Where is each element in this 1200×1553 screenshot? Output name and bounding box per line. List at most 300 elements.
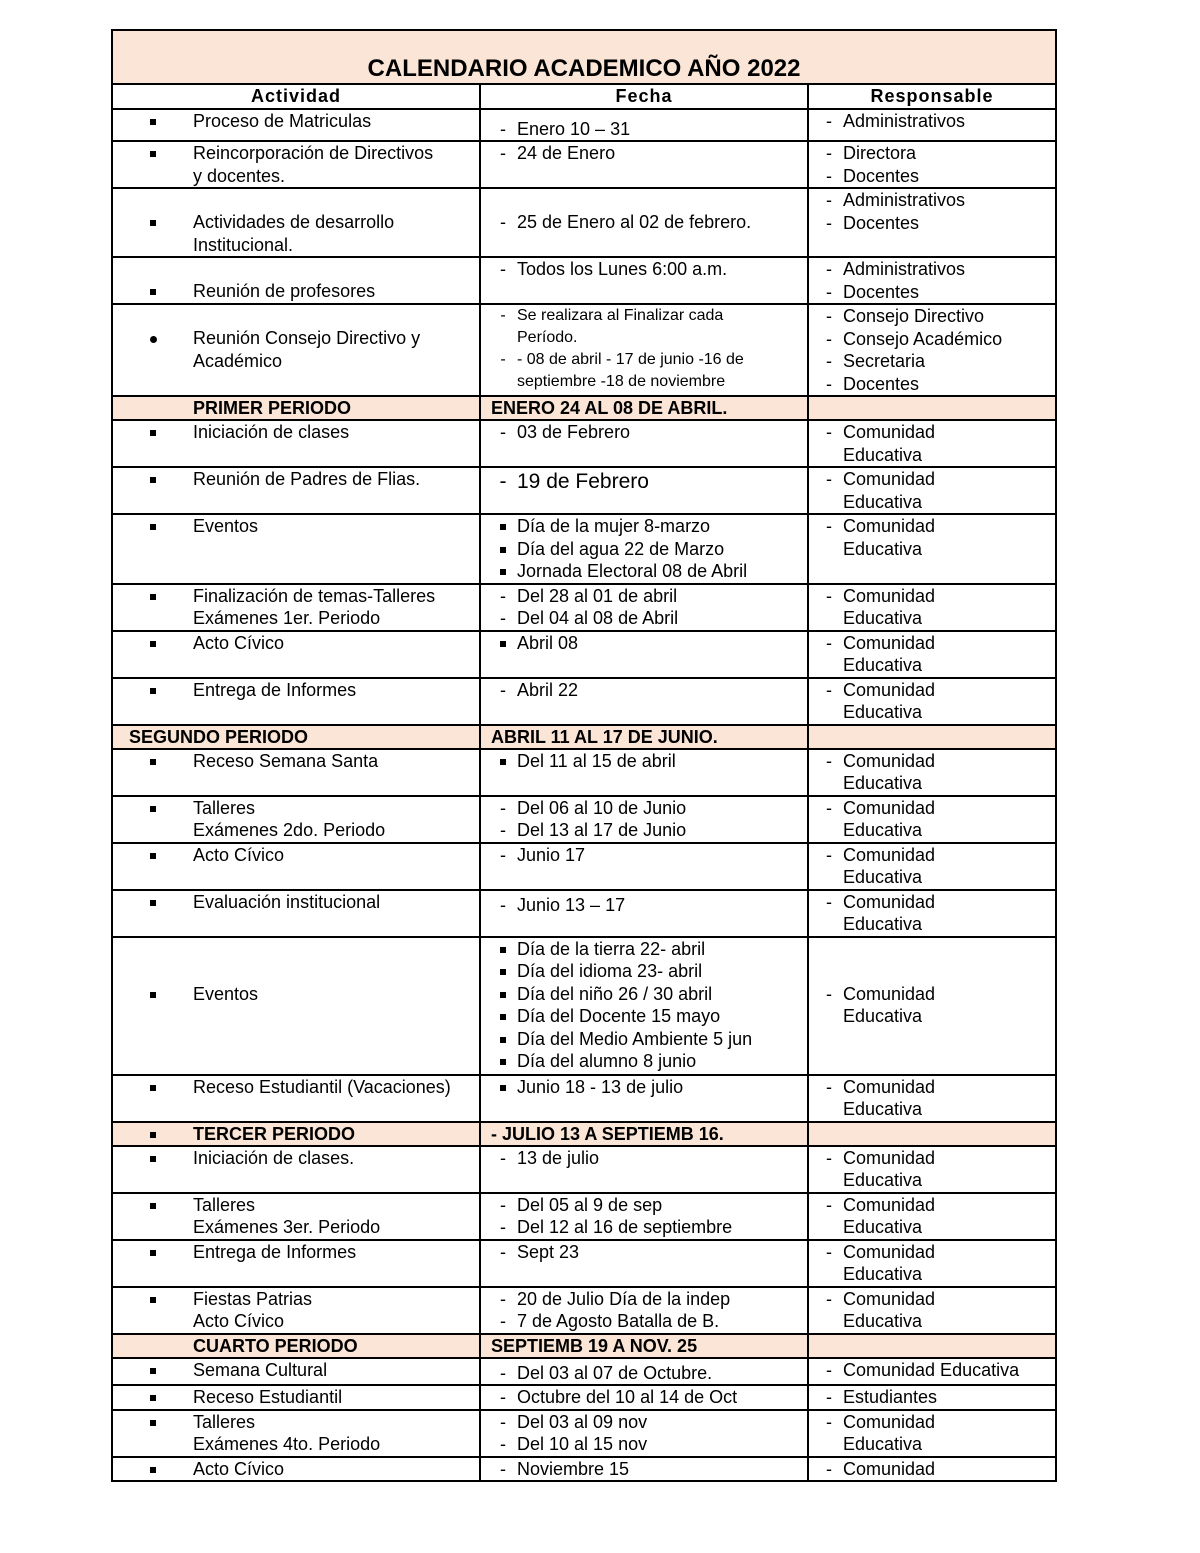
cell-line — [815, 328, 1055, 351]
cell-line — [815, 632, 1055, 655]
date-cell — [480, 257, 808, 304]
responsible-cell — [808, 890, 1056, 937]
bullet-marker — [489, 1005, 517, 1028]
cell-line — [489, 607, 807, 630]
cell-line — [815, 165, 1055, 188]
cell-line — [489, 1362, 807, 1385]
cell-text: Exámenes 2do. Periodo — [193, 820, 386, 840]
activity-row — [112, 937, 1056, 1075]
cell-line — [489, 938, 807, 961]
marker-spacer — [815, 1263, 843, 1286]
dash-marker: - — [826, 281, 832, 302]
cell-line — [113, 280, 479, 303]
cell-text: Estudiantes — [843, 1387, 938, 1407]
date-cell — [480, 843, 808, 890]
dash-marker: - — [826, 422, 832, 442]
cell-line — [815, 1288, 1055, 1311]
activity-cell — [112, 1193, 480, 1240]
cell-text: Reunión de profesores — [193, 281, 376, 301]
responsible-cell — [808, 1075, 1056, 1122]
period-range-cell — [480, 725, 808, 749]
dash-marker: - — [500, 1311, 506, 1331]
activity-row — [112, 1146, 1056, 1193]
cell-line — [815, 515, 1055, 538]
bullet-square-icon — [150, 524, 156, 530]
dash-marker: - — [826, 469, 832, 489]
date-cell — [480, 937, 808, 1075]
cell-line — [815, 1263, 1055, 1286]
cell-text: Del 06 al 10 de Junio — [517, 797, 687, 818]
cell-line — [489, 819, 807, 842]
bullet-marker — [113, 1147, 193, 1170]
activity-row — [112, 796, 1056, 843]
cell-line — [815, 421, 1055, 444]
bullet-square-icon — [150, 1156, 156, 1162]
cell-text: Comunidad — [843, 632, 936, 653]
cell-text: Educativa — [843, 444, 923, 465]
activity-cell — [112, 1358, 480, 1386]
bullet-marker — [113, 142, 193, 165]
bullet-square-icon — [150, 1085, 156, 1091]
dash-marker: - — [826, 585, 832, 606]
period-empty-cell — [808, 1122, 1056, 1146]
dash-marker: - — [826, 351, 832, 371]
activity-cell — [112, 257, 480, 304]
cell-text: Educativa — [843, 1217, 923, 1237]
cell-text: Del 11 al 15 de abril — [517, 750, 676, 771]
cell-line — [489, 305, 807, 327]
marker-spacer — [815, 819, 843, 842]
cell-text: Académico — [193, 350, 283, 371]
activity-cell — [112, 188, 480, 257]
cell-text: Reunión de Padres de Flias. — [193, 469, 421, 489]
bullet-marker — [489, 1050, 517, 1073]
dash-marker: - — [500, 143, 506, 163]
period-range-cell — [480, 1122, 808, 1146]
activity-row — [112, 631, 1056, 678]
dash-marker: - — [826, 1147, 832, 1168]
responsible-cell — [808, 843, 1056, 890]
academic-calendar-document — [111, 29, 1055, 1482]
marker-spacer — [113, 819, 193, 842]
date-cell — [480, 1287, 808, 1334]
bullet-square-icon — [150, 688, 156, 694]
cell-text: Docentes — [843, 281, 920, 302]
cell-text: Octubre del 10 al 14 de Oct — [517, 1387, 738, 1407]
cell-text: Semana Cultural — [193, 1359, 328, 1380]
bullet-square-icon — [500, 547, 506, 553]
dash-marker: - — [499, 470, 507, 493]
cell-text: Comunidad — [843, 679, 936, 700]
marker-spacer — [815, 1098, 843, 1121]
cell-line — [815, 1005, 1055, 1028]
bullet-marker — [489, 1028, 517, 1051]
cell-line — [815, 797, 1055, 820]
cell-text: Finalización de temas-Talleres — [193, 585, 436, 606]
marker-spacer — [113, 1216, 193, 1239]
cell-line — [815, 538, 1055, 561]
activity-row — [112, 1410, 1056, 1457]
dash-marker: - — [826, 1241, 832, 1262]
cell-line — [489, 1433, 807, 1456]
cell-line — [489, 1076, 807, 1099]
cell-line — [113, 211, 479, 234]
cell-line — [489, 1216, 807, 1239]
bullet-dot-icon — [150, 336, 157, 343]
cell-line — [113, 1216, 479, 1239]
cell-line — [489, 327, 807, 349]
activity-row — [112, 514, 1056, 584]
activity-cell — [112, 1410, 480, 1457]
dash-marker: - — [500, 1411, 506, 1432]
cell-line — [113, 1147, 479, 1170]
cell-line — [113, 844, 479, 867]
cell-text: septiembre -18 de noviembre — [517, 373, 726, 390]
marker-spacer — [815, 491, 843, 514]
bullet-marker — [113, 1241, 193, 1264]
activity-row — [112, 141, 1056, 188]
date-cell — [480, 304, 808, 396]
cell-line — [113, 327, 479, 350]
date-cell — [480, 420, 808, 467]
cell-text: - 08 de abril - 17 de junio -16 de — [517, 351, 744, 368]
dash-marker: - — [826, 1288, 832, 1309]
cell-line — [815, 444, 1055, 467]
date-cell — [480, 631, 808, 678]
cell-line — [815, 1076, 1055, 1099]
cell-text: Talleres — [193, 1194, 256, 1215]
cell-line — [489, 1050, 807, 1073]
period-name: TERCER PERIODO — [193, 1123, 356, 1144]
bullet-marker — [113, 1359, 193, 1382]
cell-text: Abril 22 — [517, 679, 579, 700]
cell-line — [815, 1310, 1055, 1333]
activity-row — [112, 1287, 1056, 1334]
header-row — [112, 84, 1056, 109]
responsible-cell — [808, 678, 1056, 725]
bullet-marker — [489, 750, 517, 773]
bullet-square-icon — [150, 220, 156, 226]
cell-line — [489, 142, 807, 165]
dash-marker: - — [500, 1217, 506, 1237]
responsible-cell — [808, 1385, 1056, 1410]
cell-text: Día del alumno 8 junio — [517, 1051, 697, 1071]
dash-marker: - — [826, 750, 832, 771]
bullet-square-icon — [150, 900, 156, 906]
cell-line — [815, 654, 1055, 677]
bullet-square-icon — [150, 1368, 156, 1374]
cell-text: Educativa — [843, 1311, 923, 1331]
cell-text: Educativa — [843, 914, 923, 934]
dash-marker: - — [826, 1359, 832, 1380]
cell-text: Consejo Directivo — [843, 306, 985, 326]
date-cell — [480, 1146, 808, 1193]
cell-line — [489, 983, 807, 1006]
cell-line — [113, 797, 479, 820]
marker-spacer — [815, 538, 843, 561]
cell-text: Junio 18 - 13 de julio — [517, 1076, 684, 1097]
marker-spacer — [815, 1433, 843, 1456]
bullet-square-icon — [500, 969, 506, 975]
cell-text: Comunidad — [843, 891, 936, 912]
bullet-marker — [113, 1288, 193, 1311]
activity-row — [112, 1193, 1056, 1240]
dash-marker: - — [826, 797, 832, 818]
cell-line — [113, 234, 479, 257]
bullet-square-icon — [500, 641, 506, 647]
dash-marker: - — [500, 259, 506, 279]
cell-text: Entrega de Informes — [193, 1241, 357, 1262]
activity-cell — [112, 1385, 480, 1410]
cell-line — [815, 607, 1055, 630]
cell-text: Del 03 al 07 de Octubre. — [517, 1362, 713, 1383]
cell-line — [113, 1386, 479, 1409]
date-cell — [480, 514, 808, 584]
cell-text: Día del agua 22 de Marzo — [517, 538, 725, 559]
cell-line — [815, 891, 1055, 914]
dash-marker: - — [826, 632, 832, 653]
cell-text: Del 12 al 16 de septiembre — [517, 1217, 733, 1237]
cell-text: Educativa — [843, 867, 923, 887]
bullet-marker — [489, 560, 517, 583]
responsible-cell — [808, 1287, 1056, 1334]
cell-text: Comunidad — [843, 1241, 936, 1262]
cell-line — [489, 1458, 807, 1481]
date-cell — [480, 1385, 808, 1410]
cell-text: Receso Semana Santa — [193, 750, 379, 771]
responsible-cell — [808, 304, 1056, 396]
cell-line — [815, 1433, 1055, 1456]
responsible-cell — [808, 141, 1056, 188]
cell-line — [113, 1433, 479, 1456]
marker-spacer — [113, 1335, 193, 1357]
cell-text: Educativa — [843, 1099, 923, 1119]
date-cell — [480, 467, 808, 514]
cell-text: Talleres — [193, 797, 256, 818]
cell-line — [113, 468, 479, 491]
responsible-cell — [808, 467, 1056, 514]
activity-cell — [112, 1075, 480, 1122]
cell-line — [815, 844, 1055, 867]
marker-spacer — [815, 701, 843, 724]
activity-row — [112, 420, 1056, 467]
bullet-marker — [113, 421, 193, 444]
dash-marker: - — [500, 351, 506, 368]
cell-line — [815, 373, 1055, 396]
cell-text: Entrega de Informes — [193, 679, 357, 700]
cell-line — [815, 1411, 1055, 1434]
cell-text: Comunidad — [843, 1411, 936, 1432]
cell-line — [113, 632, 479, 655]
cell-text: Acto Cívico — [193, 632, 285, 653]
date-cell — [480, 584, 808, 631]
dash-marker: - — [826, 1458, 832, 1479]
bullet-marker — [113, 797, 193, 820]
cell-line — [489, 349, 807, 371]
cell-line — [113, 983, 479, 1006]
bullet-marker — [113, 1411, 193, 1434]
cell-text: Talleres — [193, 1411, 256, 1432]
date-cell — [480, 1193, 808, 1240]
activity-row — [112, 1075, 1056, 1122]
dash-marker: - — [500, 1387, 506, 1407]
bullet-square-icon — [150, 289, 156, 295]
activity-row — [112, 1385, 1056, 1410]
marker-spacer — [113, 1433, 193, 1456]
dash-marker: - — [826, 212, 832, 233]
column-header-fecha: Fecha — [480, 84, 808, 109]
cell-line — [489, 371, 807, 393]
cell-text: Iniciación de clases. — [193, 1147, 355, 1168]
cell-line — [489, 632, 807, 655]
activity-row — [112, 1358, 1056, 1386]
bullet-square-icon — [150, 430, 156, 436]
bullet-marker — [489, 960, 517, 983]
marker-spacer — [815, 1310, 843, 1333]
bullet-marker — [489, 632, 517, 655]
period-section-row — [112, 396, 1056, 420]
dash-marker: - — [826, 891, 832, 912]
cell-line — [113, 1194, 479, 1217]
cell-line — [815, 1241, 1055, 1264]
marker-spacer — [113, 726, 129, 748]
cell-text: Educativa — [843, 491, 923, 512]
cell-text: Comunidad — [843, 1194, 936, 1215]
marker-spacer — [113, 397, 193, 419]
dash-marker: - — [826, 328, 832, 349]
cell-line — [815, 1386, 1055, 1409]
cell-text: Docentes — [843, 212, 920, 233]
bullet-marker — [489, 1076, 517, 1099]
dash-marker: - — [826, 306, 832, 326]
dash-marker: - — [826, 190, 832, 210]
activity-row — [112, 109, 1056, 142]
cell-text: Acto Cívico — [193, 1311, 285, 1331]
bullet-marker — [113, 679, 193, 702]
cell-text: Educativa — [843, 1170, 923, 1190]
cell-line — [815, 142, 1055, 165]
cell-text: Educativa — [843, 702, 923, 722]
cell-line — [489, 1028, 807, 1051]
marker-spacer — [815, 444, 843, 467]
activity-cell — [112, 514, 480, 584]
dash-marker: - — [826, 165, 832, 186]
cell-line — [815, 1169, 1055, 1192]
cell-line — [489, 894, 807, 917]
cell-line — [815, 913, 1055, 936]
cell-text: Comunidad — [843, 1076, 936, 1097]
cell-line — [489, 211, 807, 234]
cell-line — [489, 960, 807, 983]
cell-text: Docentes — [843, 373, 920, 394]
date-cell — [480, 1075, 808, 1122]
responsible-cell — [808, 796, 1056, 843]
marker-spacer — [815, 1005, 843, 1028]
activity-row — [112, 584, 1056, 631]
bullet-marker — [113, 468, 193, 491]
cell-line — [815, 1194, 1055, 1217]
cell-text: Actividades de desarrollo — [193, 212, 395, 232]
cell-line — [489, 468, 807, 496]
responsible-cell — [808, 1240, 1056, 1287]
activity-cell — [112, 843, 480, 890]
period-range: ABRIL 11 AL 17 DE JUNIO. — [491, 726, 718, 747]
activity-row — [112, 188, 1056, 257]
bullet-square-icon — [150, 1250, 156, 1256]
cell-text: Educativa — [843, 1006, 923, 1026]
dash-marker: - — [500, 1434, 506, 1454]
cell-text: Comunidad — [843, 1458, 936, 1479]
bullet-marker — [489, 538, 517, 561]
dash-marker: - — [500, 212, 506, 232]
date-cell — [480, 890, 808, 937]
activity-row — [112, 843, 1056, 890]
cell-text: Comunidad — [843, 844, 936, 865]
cell-line — [815, 491, 1055, 514]
cell-text: Junio 17 — [517, 844, 586, 865]
bullet-marker — [113, 1458, 193, 1481]
cell-text: Educativa — [843, 820, 923, 840]
cell-text: Día de la mujer 8-marzo — [517, 516, 711, 536]
marker-spacer — [113, 350, 193, 373]
cell-text: Educativa — [843, 538, 923, 559]
cell-line — [489, 750, 807, 773]
cell-text: Educativa — [843, 773, 923, 793]
cell-line — [489, 1241, 807, 1264]
cell-text: Comunidad — [843, 422, 936, 442]
date-cell — [480, 1410, 808, 1457]
cell-text: Receso Estudiantil (Vacaciones) — [193, 1076, 451, 1097]
cell-line — [489, 1194, 807, 1217]
cell-line — [489, 797, 807, 820]
activity-cell — [112, 631, 480, 678]
cell-line — [815, 1216, 1055, 1239]
bullet-square-icon — [500, 947, 506, 953]
cell-text: Educativa — [843, 608, 923, 628]
cell-line — [815, 1458, 1055, 1481]
cell-text: Comunidad Educativa — [843, 1359, 1020, 1380]
bullet-marker — [489, 983, 517, 1006]
cell-line — [113, 1076, 479, 1099]
cell-line — [113, 397, 479, 419]
cell-text: Día del Medio Ambiente 5 jun — [517, 1028, 753, 1049]
title-row — [112, 30, 1056, 84]
marker-spacer — [815, 1216, 843, 1239]
dash-marker: - — [500, 1458, 506, 1479]
dash-marker: - — [826, 373, 832, 394]
bullet-square-icon — [500, 992, 506, 998]
bullet-square-icon — [150, 594, 156, 600]
bullet-marker — [113, 632, 193, 655]
activity-row — [112, 1457, 1056, 1482]
cell-line — [489, 560, 807, 583]
cell-line — [113, 1359, 479, 1382]
cell-text: Educativa — [843, 655, 923, 675]
date-cell — [480, 109, 808, 142]
cell-line — [815, 1359, 1055, 1382]
responsible-cell — [808, 584, 1056, 631]
cell-text: 24 de Enero — [517, 143, 616, 163]
date-cell — [480, 1358, 808, 1386]
cell-line — [815, 750, 1055, 773]
responsible-cell — [808, 1358, 1056, 1386]
cell-line — [815, 305, 1055, 328]
cell-text: Noviembre 15 — [517, 1458, 630, 1479]
period-range: SEPTIEMB 19 A NOV. 25 — [491, 1335, 698, 1356]
bullet-square-icon — [150, 992, 156, 998]
marker-spacer — [113, 1310, 193, 1333]
responsible-cell — [808, 631, 1056, 678]
